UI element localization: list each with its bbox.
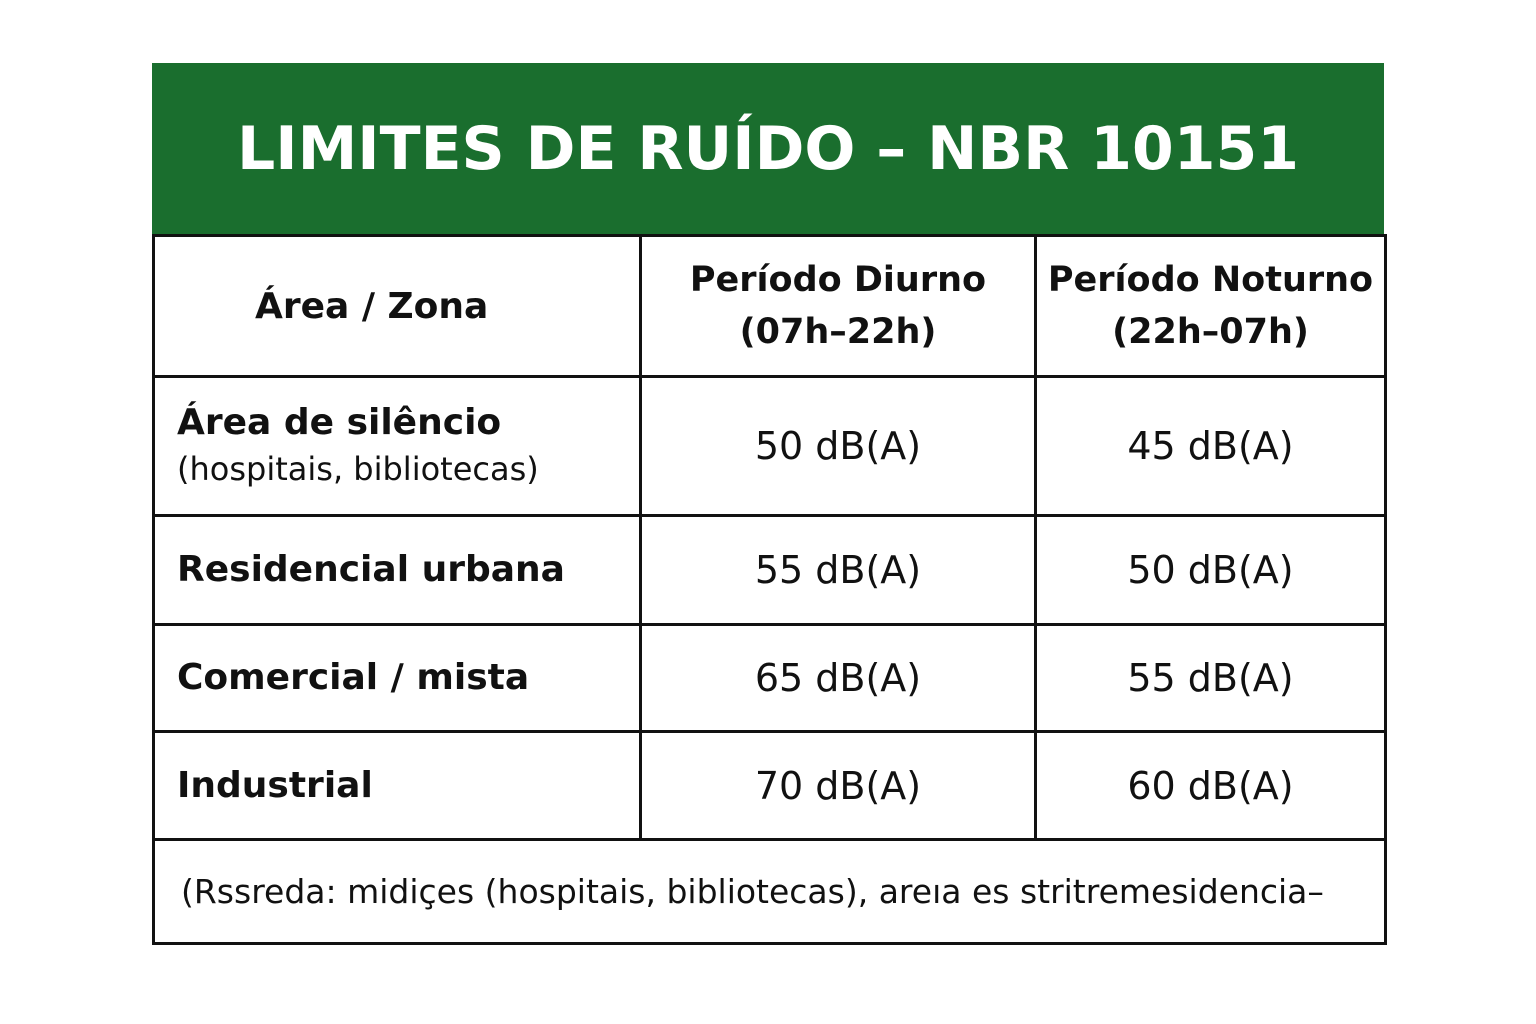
day-limit: 50 dB(A)	[641, 377, 1036, 516]
zone-name: Residencial urbana	[177, 549, 565, 590]
zone-cell	[154, 732, 641, 840]
zone-description: (hospitais, bibliotecas)	[177, 450, 539, 488]
zone-cell	[154, 377, 641, 516]
table-row	[154, 732, 1386, 840]
zone-cell	[154, 516, 641, 625]
table-header-row	[154, 236, 1386, 377]
header-night-period	[1036, 236, 1386, 377]
table-row	[154, 625, 1386, 732]
title-bar	[152, 63, 1384, 234]
day-limit: 55 dB(A)	[641, 516, 1036, 625]
table-note-row	[154, 840, 1386, 944]
night-limit: 50 dB(A)	[1036, 516, 1386, 625]
header-day-hours: (07h–22h)	[739, 312, 937, 352]
zone-name: Comercial / mista	[177, 657, 530, 698]
header-night-hours: (22h–07h)	[1112, 312, 1309, 352]
header-day-period	[641, 236, 1036, 377]
zone-cell	[154, 625, 641, 732]
table-note: (Rssreda: midiçes (hospitais, bibliotecas), areıa es stritremesidencia–	[154, 840, 1386, 944]
header-day-label: Período Diurno	[689, 260, 987, 300]
noise-limits-table	[152, 234, 1387, 945]
day-limit: 65 dB(A)	[641, 625, 1036, 732]
noise-limits-panel	[152, 63, 1384, 945]
night-limit: 45 dB(A)	[1036, 377, 1386, 516]
zone-name: Industrial	[177, 764, 373, 806]
zone-name: Área de silêncio	[177, 402, 502, 443]
page-title: LIMITES DE RUÍDO – NBR 10151	[237, 113, 1299, 184]
table-row	[154, 377, 1386, 516]
header-area-zone: Área / Zona	[154, 236, 641, 377]
header-night-label: Período Noturno	[1047, 260, 1374, 300]
night-limit: 60 dB(A)	[1036, 732, 1386, 840]
night-limit: 55 dB(A)	[1036, 625, 1386, 732]
day-limit: 70 dB(A)	[641, 732, 1036, 840]
table-row	[154, 516, 1386, 625]
